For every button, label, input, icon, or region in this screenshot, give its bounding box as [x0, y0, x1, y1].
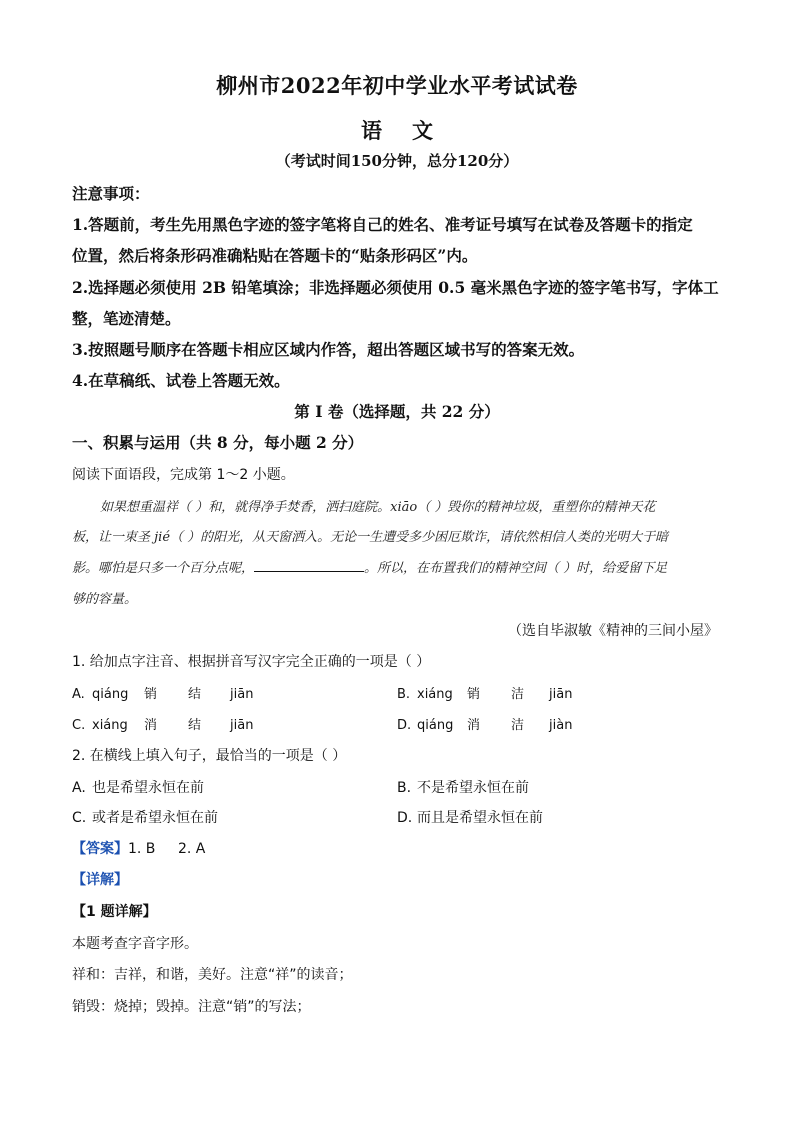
reading-instruction: 阅读下面语段，完成第 1～2 小题。 [72, 467, 295, 483]
notes-heading: 注意事项： [72, 184, 150, 203]
note-3: 3.按照题号顺序在答题卡相应区域内作答，超出答题区域书写的答案无效。 [72, 340, 585, 359]
answer-tag: 【答案】 [72, 841, 128, 857]
q2-option-c: C. 或者是希望永恒在前 [72, 810, 218, 826]
q2-option-a: A. 也是希望永恒在前 [72, 780, 204, 796]
answer-1: 1. B [128, 841, 156, 857]
q1-option-a: A. qiáng 销 结 jiān [72, 687, 254, 702]
answer-line [72, 838, 205, 858]
passage-line-2: 板，让一束圣 jié（ ）的阳光，从天窗洒入。无论一生遭受多少困厄欺诈，请依然相信人类的光明大于暗 [72, 530, 669, 545]
note-2-line-1: 2.选择题必须使用 2B 铅笔填涂；非选择题必须使用 0.5 毫米黑色字迹的签字笔书写，字体工 [72, 278, 719, 297]
detail-line-2: 祥和：吉祥，和谐，美好。注意“祥”的读音； [72, 967, 353, 983]
passage-source: （选自毕淑敏《精神的三间小屋》 [508, 623, 718, 639]
note-4: 4.在草稿纸、试卷上答题无效。 [72, 371, 290, 390]
note-2-line-2: 整，笔迹清楚。 [72, 309, 181, 328]
passage-line-3b: 。所以，在布置我们的精神空间（ ）时，给爱留下足 [364, 561, 668, 576]
q2-option-b: B. 不是希望永恒在前 [397, 780, 529, 796]
subject-title [0, 115, 794, 145]
exam-title: 柳州市2022年初中学业水平考试试卷 [216, 73, 578, 98]
q1-detail-heading: 【1 题详解】 [72, 904, 157, 920]
answer-2: 2. A [178, 841, 206, 857]
note-1-line-1: 1.答题前，考生先用黑色字迹的签字笔将自己的姓名、准考证号填写在试卷及答题卡的指定 [72, 215, 693, 234]
q1-option-c: C. xiáng 消 结 jiān [72, 718, 254, 733]
q2-option-d: D. 而且是希望永恒在前 [397, 810, 543, 826]
subject-char-1: 语 [361, 118, 382, 143]
question-2-stem: 2. 在横线上填入句子，最恰当的一项是（ ） [72, 748, 347, 764]
note-1-line-2: 位置，然后将条形码准确粘贴在答题卡的“贴条形码区”内。 [72, 246, 478, 265]
passage-line-4: 够的容量。 [72, 592, 138, 607]
question-1-stem: 1. 给加点字注音、根据拼音写汉字完全正确的一项是（ ） [72, 654, 431, 670]
q1-option-d: D. qiáng 消 洁 jiàn [397, 718, 573, 733]
passage-line-3a: 影。哪怕是只多一个百分点呢， [72, 561, 255, 576]
detail-line-3: 销毁：烧掉；毁掉。注意“销”的写法； [72, 999, 311, 1015]
passage-line-1: 如果想重温祥（ ）和，就得净手焚香，洒扫庭院。xiāo（ ）毁你的精神垃圾，重塑你的精神天花 [100, 500, 656, 515]
time-info: （考试时间150分钟，总分120分） [275, 152, 519, 170]
passage-line-3 [72, 557, 667, 576]
detail-line-1: 本题考查字音字形。 [72, 936, 198, 952]
q1-option-b: B. xiáng 销 洁 jiān [397, 687, 573, 702]
section-heading: 一、积累与运用（共 8 分，每小题 2 分） [72, 433, 364, 452]
part-1-heading: 第 I 卷（选择题，共 22 分） [294, 402, 500, 421]
detail-tag: 【详解】 [72, 872, 128, 888]
subject-char-2: 文 [412, 118, 433, 143]
fill-blank [254, 559, 364, 572]
